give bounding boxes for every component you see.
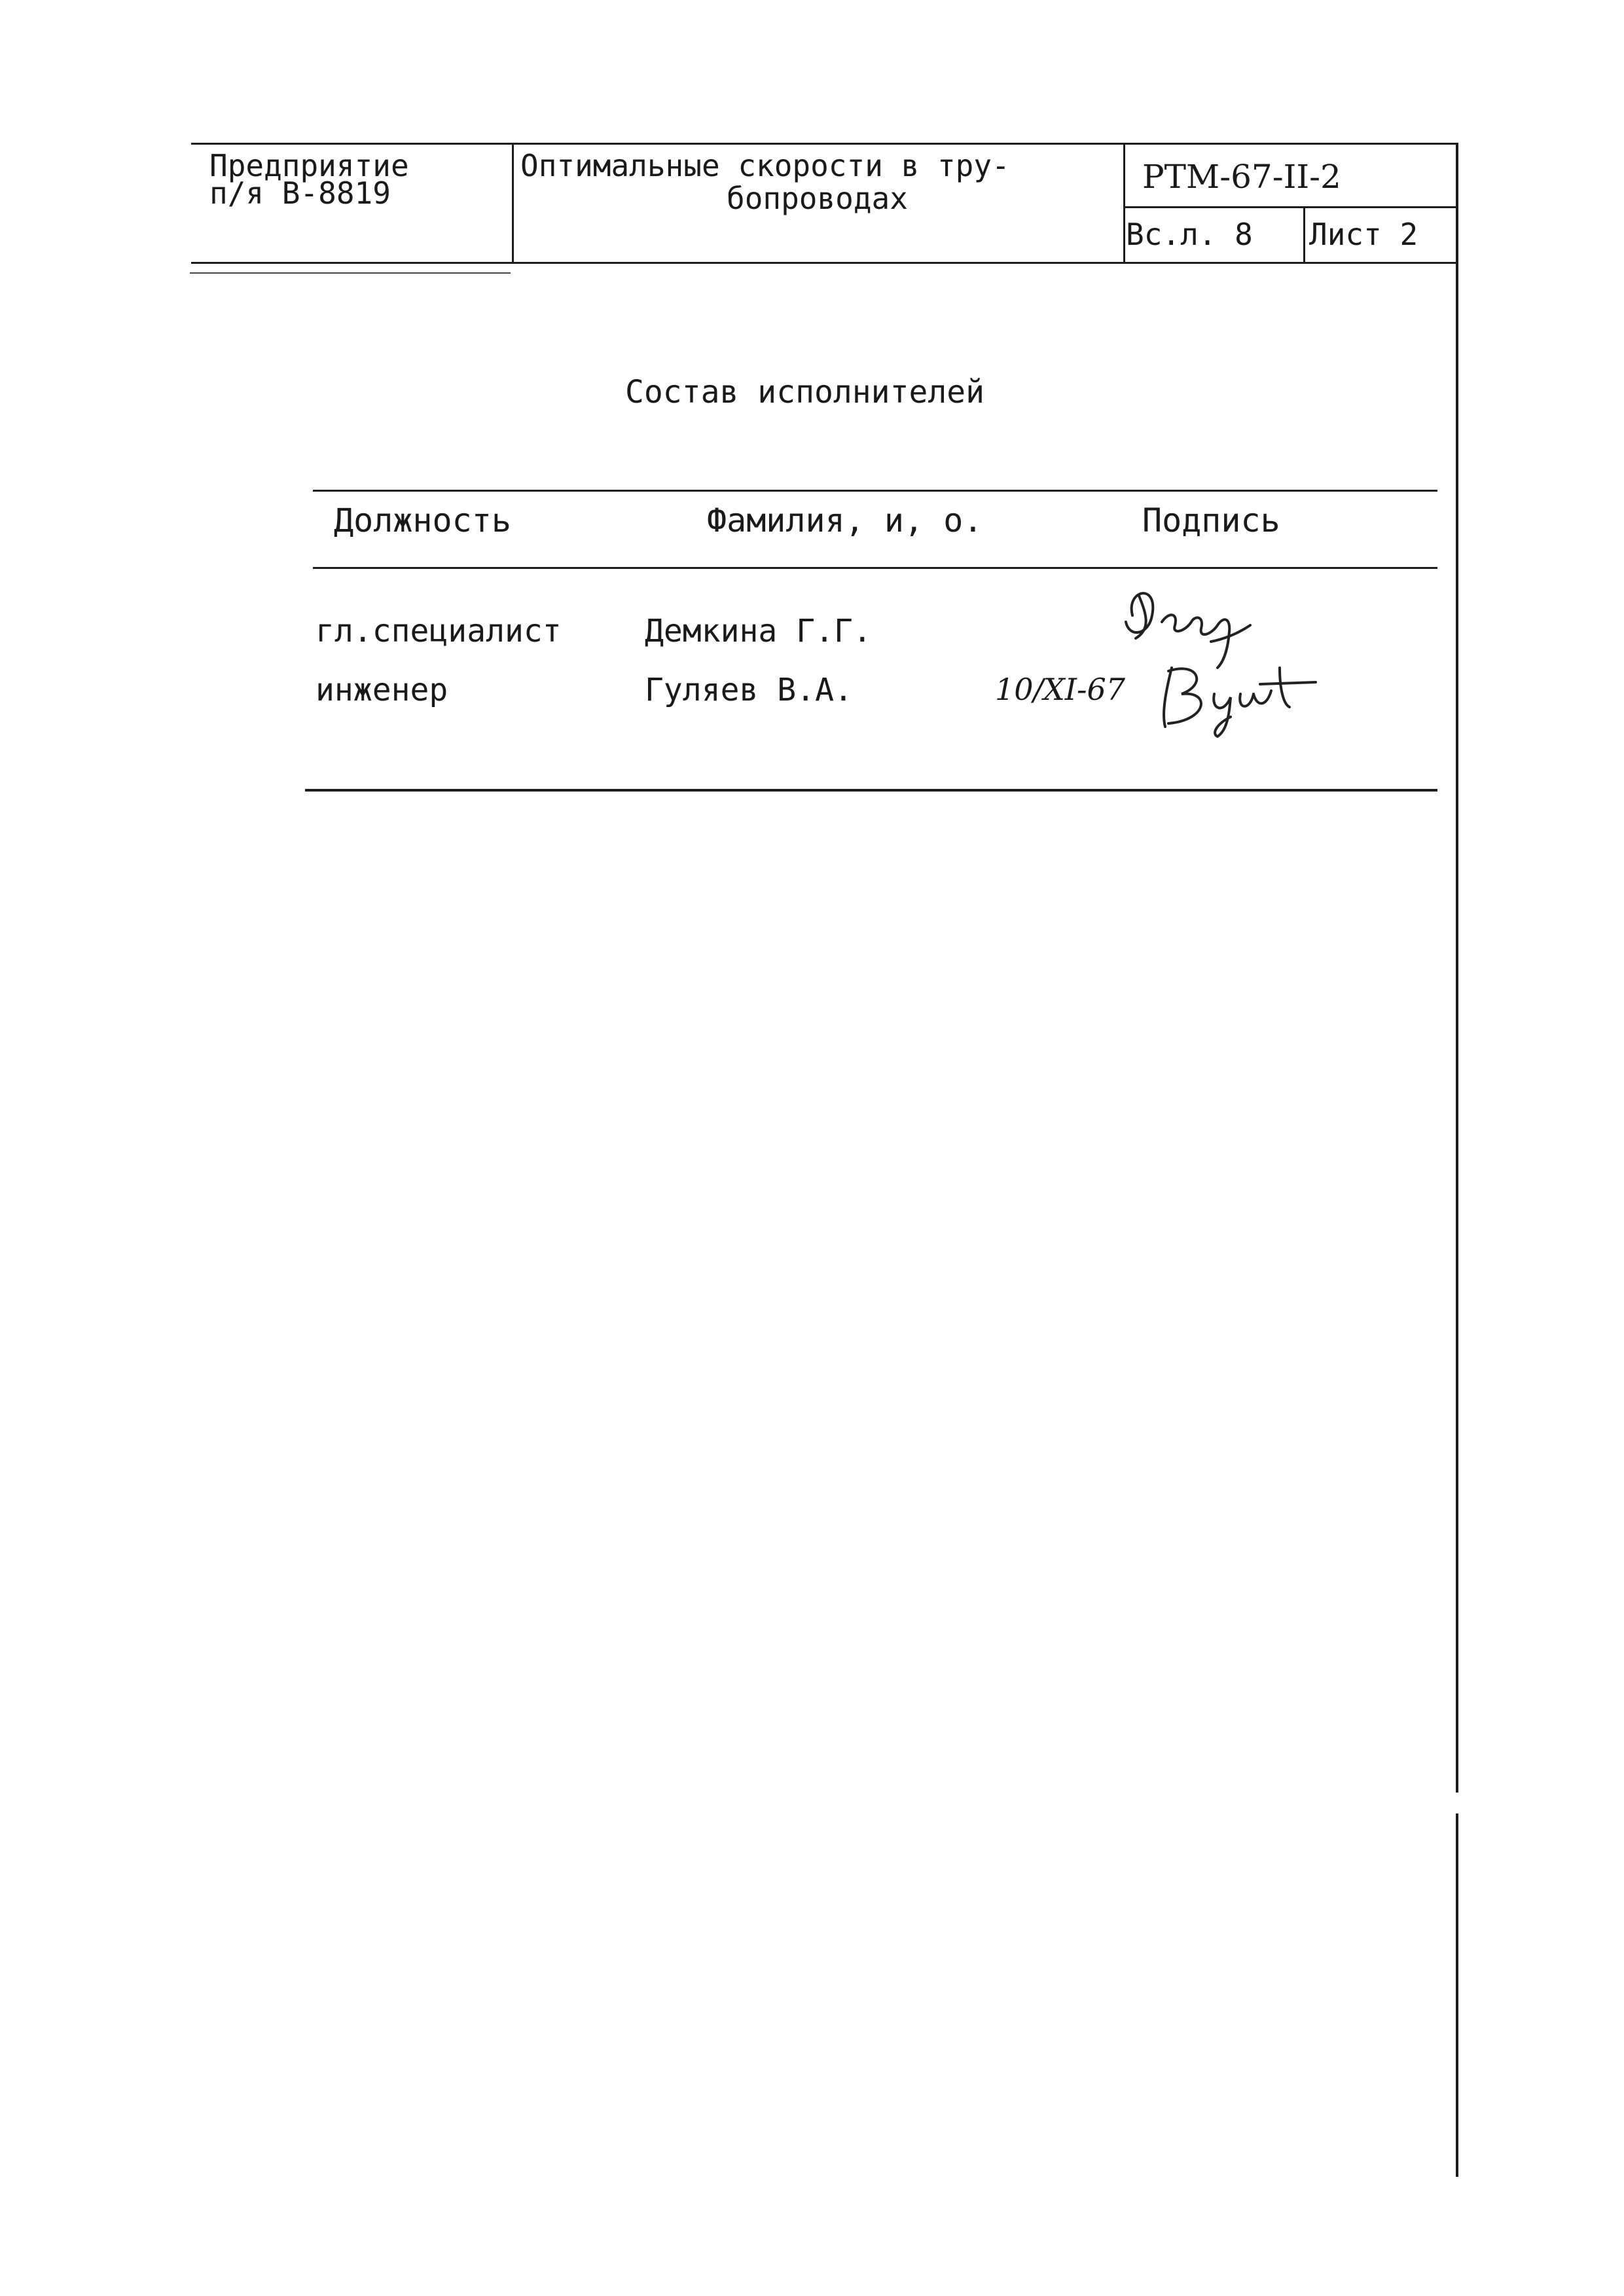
sheet-number: Лист 2	[1309, 217, 1418, 252]
doc-title-line1: Оптимальные скорости в тру-	[520, 148, 1010, 183]
enterprise-line1: Предприятие	[209, 148, 409, 183]
right-margin-rule-upper	[1456, 143, 1458, 1793]
doc-code: РТМ-67-II-2	[1142, 158, 1341, 196]
stamp-divider-3	[1303, 206, 1305, 264]
doc-title-line2: бопроводах	[727, 181, 908, 216]
column-header-signature: Подпись	[1142, 501, 1280, 539]
signature-image	[1152, 655, 1348, 740]
column-header-name: Фамилия, и, о.	[707, 501, 983, 539]
row-name: Демкина Г.Г.	[645, 613, 872, 649]
page-title: Состав исполнителей	[625, 374, 985, 410]
total-sheets: Вс.л. 8	[1126, 217, 1253, 252]
row-name: Гуляев В.А.	[645, 672, 853, 708]
table-bottom-rule	[305, 789, 1437, 792]
row-date: 10/XI-67	[995, 672, 1126, 707]
table-top-rule	[313, 490, 1437, 492]
stamp-divider-1	[512, 143, 514, 264]
stamp-bottom-border	[191, 262, 1458, 264]
row-position: инженер	[316, 672, 448, 708]
row-position: гл.специалист	[316, 613, 562, 649]
column-header-position: Должность	[334, 501, 511, 539]
table-header-rule	[313, 567, 1437, 569]
stamp-bottom-extension	[190, 272, 511, 274]
stamp-right-mid-line	[1123, 206, 1458, 208]
right-margin-rule-lower	[1456, 1813, 1458, 2177]
stamp-divider-2	[1123, 143, 1125, 264]
enterprise-line2: п/я В-8819	[209, 175, 391, 211]
stamp-top-border	[191, 143, 1458, 145]
